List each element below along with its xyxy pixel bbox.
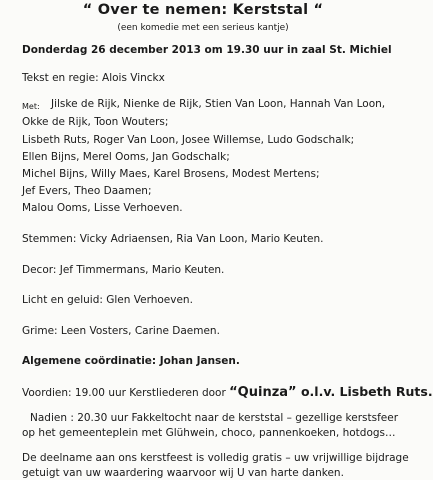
after-line-2: op het gemeenteplein met Glühwein, choco, pannenkoeken, hotdogs… [22, 427, 396, 439]
cast-line: Okke de Rijk, Toon Wouters; [22, 116, 169, 128]
set-credit: Decor: Jef Timmermans, Mario Keuten. [22, 264, 225, 276]
cast-line: Jef Evers, Theo Daamen; [22, 185, 152, 197]
cast-line: Ellen Bijns, Merel Ooms, Jan Godschalk; [22, 151, 230, 163]
cast-line: Malou Ooms, Lisse Verhoeven. [22, 202, 183, 214]
flyer-subtitle: (een komedie met een serieus kantje) [117, 23, 289, 33]
choir-name: “Quinza” [229, 385, 297, 400]
cast-label: Met: [22, 102, 40, 111]
makeup-credit: Grime: Leen Vosters, Carine Daemen. [22, 325, 220, 337]
before-line [22, 384, 433, 400]
cast-line: Michel Bijns, Willy Maes, Karel Brosens, Modest Mertens; [22, 168, 320, 180]
event-date-line: Donderdag 26 december 2013 om 19.30 uur in zaal St. Michiel [22, 44, 392, 56]
closing-line-1: De deelname aan ons kerstfeest is volledig gratis – uw vrijwillige bijdrage [22, 452, 409, 464]
coordination-credit: Algemene coördinatie: Johan Jansen. [22, 355, 240, 367]
cast-line: Jilske de Rijk, Nienke de Rijk, Stien Van Loon, Hannah Van Loon, [51, 98, 386, 110]
flyer-title: “ Over te nemen: Kerststal “ [82, 2, 324, 18]
closing-line-2: getuigt van uw waardering waarvoor wij U van harte danken. [22, 467, 344, 479]
voices-credit: Stemmen: Vicky Adriaensen, Ria Van Loon, Mario Keuten. [22, 233, 324, 245]
text-direction-credit: Tekst en regie: Alois Vinckx [22, 72, 165, 84]
light-sound-credit: Licht en geluid: Glen Verhoeven. [22, 294, 193, 306]
after-line-1: Nadien : 20.30 uur Fakkeltocht naar de kerststal – gezellige kerstsfeer [30, 412, 399, 424]
before-suffix: o.l.v. Lisbeth Ruts. [296, 384, 433, 399]
before-prefix: Voordien: 19.00 uur Kerstliederen door [22, 387, 230, 399]
cast-line: Lisbeth Ruts, Roger Van Loon, Josee Willemse, Ludo Godschalk; [22, 134, 355, 146]
